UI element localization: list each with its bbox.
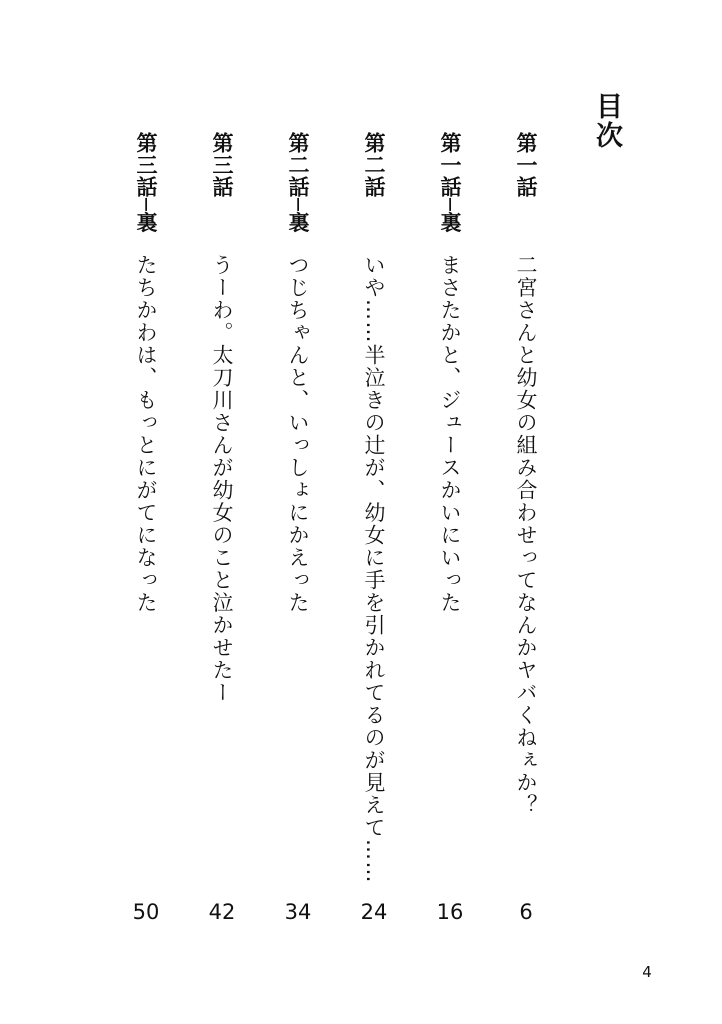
entry-page-number: 34 [284, 900, 312, 924]
entry-chapter: 第一話─裏 [438, 132, 462, 234]
entry-chapter: 第三話 [210, 132, 234, 198]
toc-entry [509, 132, 543, 952]
entry-page-number: 24 [360, 900, 388, 924]
entry-chapter: 第一話 [514, 132, 538, 198]
toc-entry [357, 132, 391, 952]
entry-page-number: 50 [132, 900, 160, 924]
entry-page-number: 6 [519, 900, 533, 924]
entry-chapter: 第二話 [362, 132, 386, 198]
toc-title: 目次 [591, 92, 622, 150]
entry-page-number: 42 [208, 900, 236, 924]
entry-title: いや……半泣きの辻が、幼女に手を引かれてるのが見えて…… [362, 254, 386, 884]
entry-chapter: 第三話─裏 [134, 132, 158, 234]
toc-entry [433, 132, 467, 952]
toc-entry [205, 132, 239, 952]
page-number: 4 [642, 963, 652, 981]
entry-page-number: 16 [436, 900, 464, 924]
entry-title: つじちゃんと、いっしょにかえった [286, 254, 310, 614]
entry-chapter: 第二話─裏 [286, 132, 310, 234]
toc-entry [281, 132, 315, 952]
entry-title: 二宮さんと幼女の組み合わせってなんかヤバくねぇか？ [514, 254, 538, 817]
entry-title: たちかわは、もっとにがてになった [134, 254, 158, 614]
entry-title: うーわ。太刀川さんが幼女のこと泣かせたー [210, 254, 234, 704]
entry-title: まさたかと、ジュースかいにいった [438, 254, 462, 614]
toc-entry [129, 132, 163, 952]
